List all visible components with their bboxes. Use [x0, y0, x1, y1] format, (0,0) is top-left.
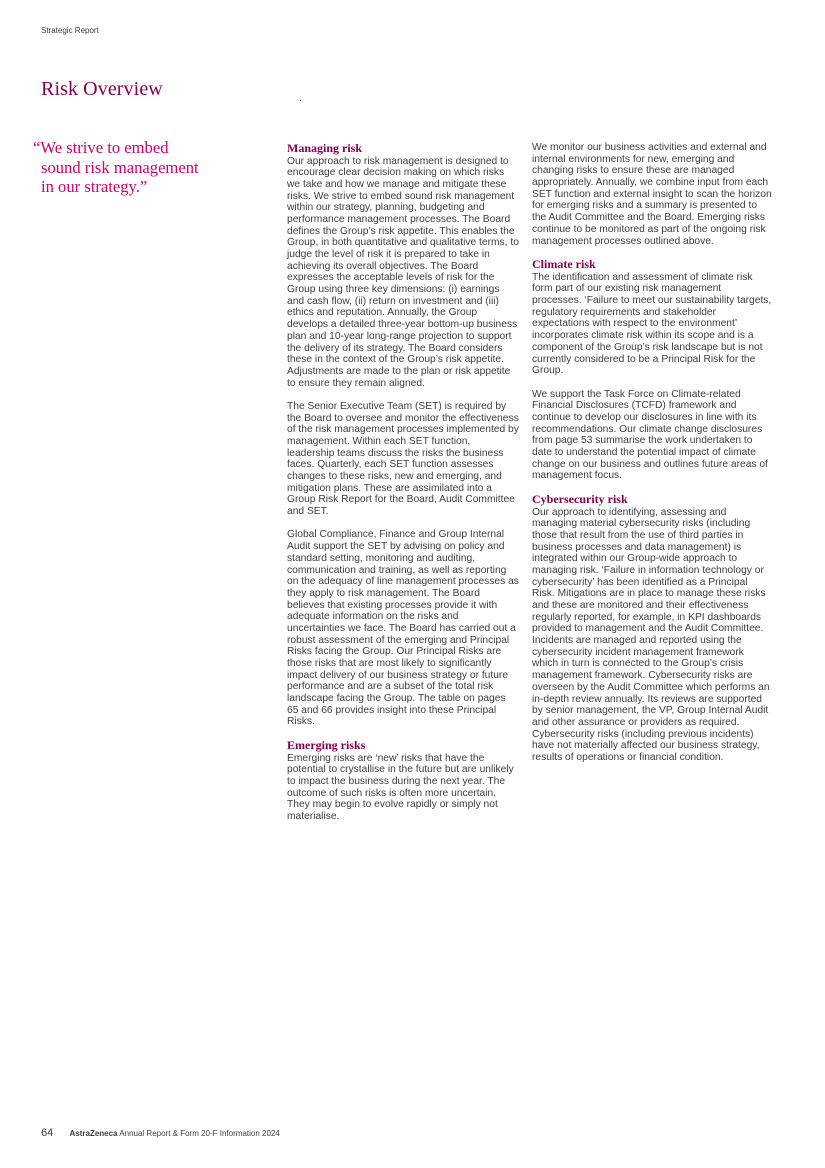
decorative-dot	[300, 100, 301, 101]
pull-quote-line: in our strategy.”	[41, 177, 148, 196]
pull-quote-line: sound risk management	[41, 157, 199, 177]
body-paragraph: Our approach to identifying, assessing and managing material cybersecurity risks (including those that result from the use of third parties in business processes and data management) is integrated within our Group-wide approach to managing risk. ‘Failure in information technology or cybersecurity’ has been identified as a Principal Risk. Mitigations are in place to manage these risks and these are monitored and their effectiveness regularly reported, for example, in KPI dashboards provided to management and the Audit Committee. Incidents are managed and reported using the cybersecurity incident management framework which in turn is connected to the Group’s crisis management framework. Cybersecurity risks are overseen by the Audit Committee which performs an in-depth review annually. Its reviews are supported by senior management, the VP, Group Internal Audit and other assurance or providers as required. Cybersecurity risks (including previous incidents) have not materially affected our business strategy, results of operations or financial condition.	[532, 506, 770, 763]
body-paragraph: We monitor our business activities and external and internal environments for new, emerging and changing risks to ensure these are managed appropriately. Annually, we combine input from each SET function and external insight to scan the horizon for emerging risks and a summary is presented to the Audit Committee and the Board. Emerging risks continue to be monitored as part of the ongoing risk management processes outlined above.	[532, 142, 772, 247]
body-paragraph: Emerging risks are ‘new’ risks that have the potential to crystallise in the future but are unlikely to impact the business during the next year. The outcome of such risks is often more uncertain. They may begin to evolve rapidly or simply not materialise.	[287, 752, 514, 823]
body-paragraph: Global Compliance, Finance and Group Internal Audit support the SET by advising on policy and standard setting, monitoring and auditing, communication and training, as well as reporting on the adequacy of line management processes as they apply to risk management. The Board believes that existing processes provide it with adequate information on the risks and uncertainties we face. The Board has carried out a robust assessment of the emerging and Principal Risks facing the Group. Our Principal Risks are those risks that are most likely to significantly impact delivery of our business strategy or future performance and are a subset of the total risk landscape facing the Group. The table on pages 65 and 66 provides insight into these Principal Risks.	[287, 529, 519, 728]
body-paragraph: The identification and assessment of climate risk form part of our existing risk management processes. ‘Failure to meet our sustainability targets, regulatory requirements and stakeholder expectations with respect to the environment’ incorporates climate risk within its scope and is a component of the Group’s risk landscape but is not currently considered to be a Principal Risk for the Group.	[532, 271, 772, 377]
brand-name: AstraZeneca	[69, 1129, 118, 1138]
pull-quote-line: “We strive to embed	[33, 138, 169, 157]
page-footer	[41, 1127, 280, 1139]
emerging-risks-section	[287, 739, 519, 823]
managing-risk-section	[287, 142, 519, 728]
page-title: Risk Overview	[41, 78, 163, 100]
section-heading: Climate risk	[532, 257, 596, 272]
body-paragraph: The Senior Executive Team (SET) is required by the Board to oversee and monitor the effectiveness of the risk management processes implemented by management. Within each SET function, leadership teams discuss the risks the business faces. Quarterly, each SET function assesses changes to these risks, new and emerging, and mitigation plans. These are assimilated into a Group Risk Report for the Board, Audit Committee and SET.	[287, 400, 519, 518]
body-paragraph: We support the Task Force on Climate-related Financial Disclosures (TCFD) framework and continue to develop our disclosures in line with its recommendations. Our climate change disclosures from page 53 summarise the work undertaken to date to understand the potential impact of climate change on our business and outlines future areas of management focus.	[532, 388, 768, 482]
cybersecurity-risk-section	[532, 493, 772, 764]
pull-quote	[33, 138, 248, 197]
document-title: Annual Report & Form 20-F Information 2024	[119, 1129, 280, 1138]
section-heading: Managing risk	[287, 141, 363, 155]
text-column-left	[287, 142, 519, 823]
body-paragraph: Our approach to risk management is designed to encourage clear decision making on which risks we take and how we manage and mitigate these risks. We strive to embed sound risk management within our strategy, planning, budgeting and performance management processes. The Board defines the Group’s risk appetite. This enables the Group, in both quantitative and qualitative terms, to judge the level of risk it is prepared to take in achieving its overall objectives. The Board expresses the acceptable levels of risk for the Group using three key dimensions: (i) earnings and cash flow, (ii) return on investment and (iii) ethics and reputation. Annually, the Group develops a detailed three-year bottom-up business plan and 10-year long-range projection to support the delivery of its strategy. The Board considers these in the context of the Group’s risk appetite. Adjustments are made to the plan or risk appetite to ensure they remain aligned.	[287, 155, 519, 389]
page-number: 64	[41, 1127, 54, 1139]
section-heading: Emerging risks	[287, 738, 366, 753]
emerging-risks-continued	[532, 142, 772, 247]
section-label: Strategic Report	[41, 26, 99, 35]
section-heading: Cybersecurity risk	[532, 492, 628, 507]
text-column-right	[532, 142, 772, 764]
climate-risk-section	[532, 258, 772, 482]
